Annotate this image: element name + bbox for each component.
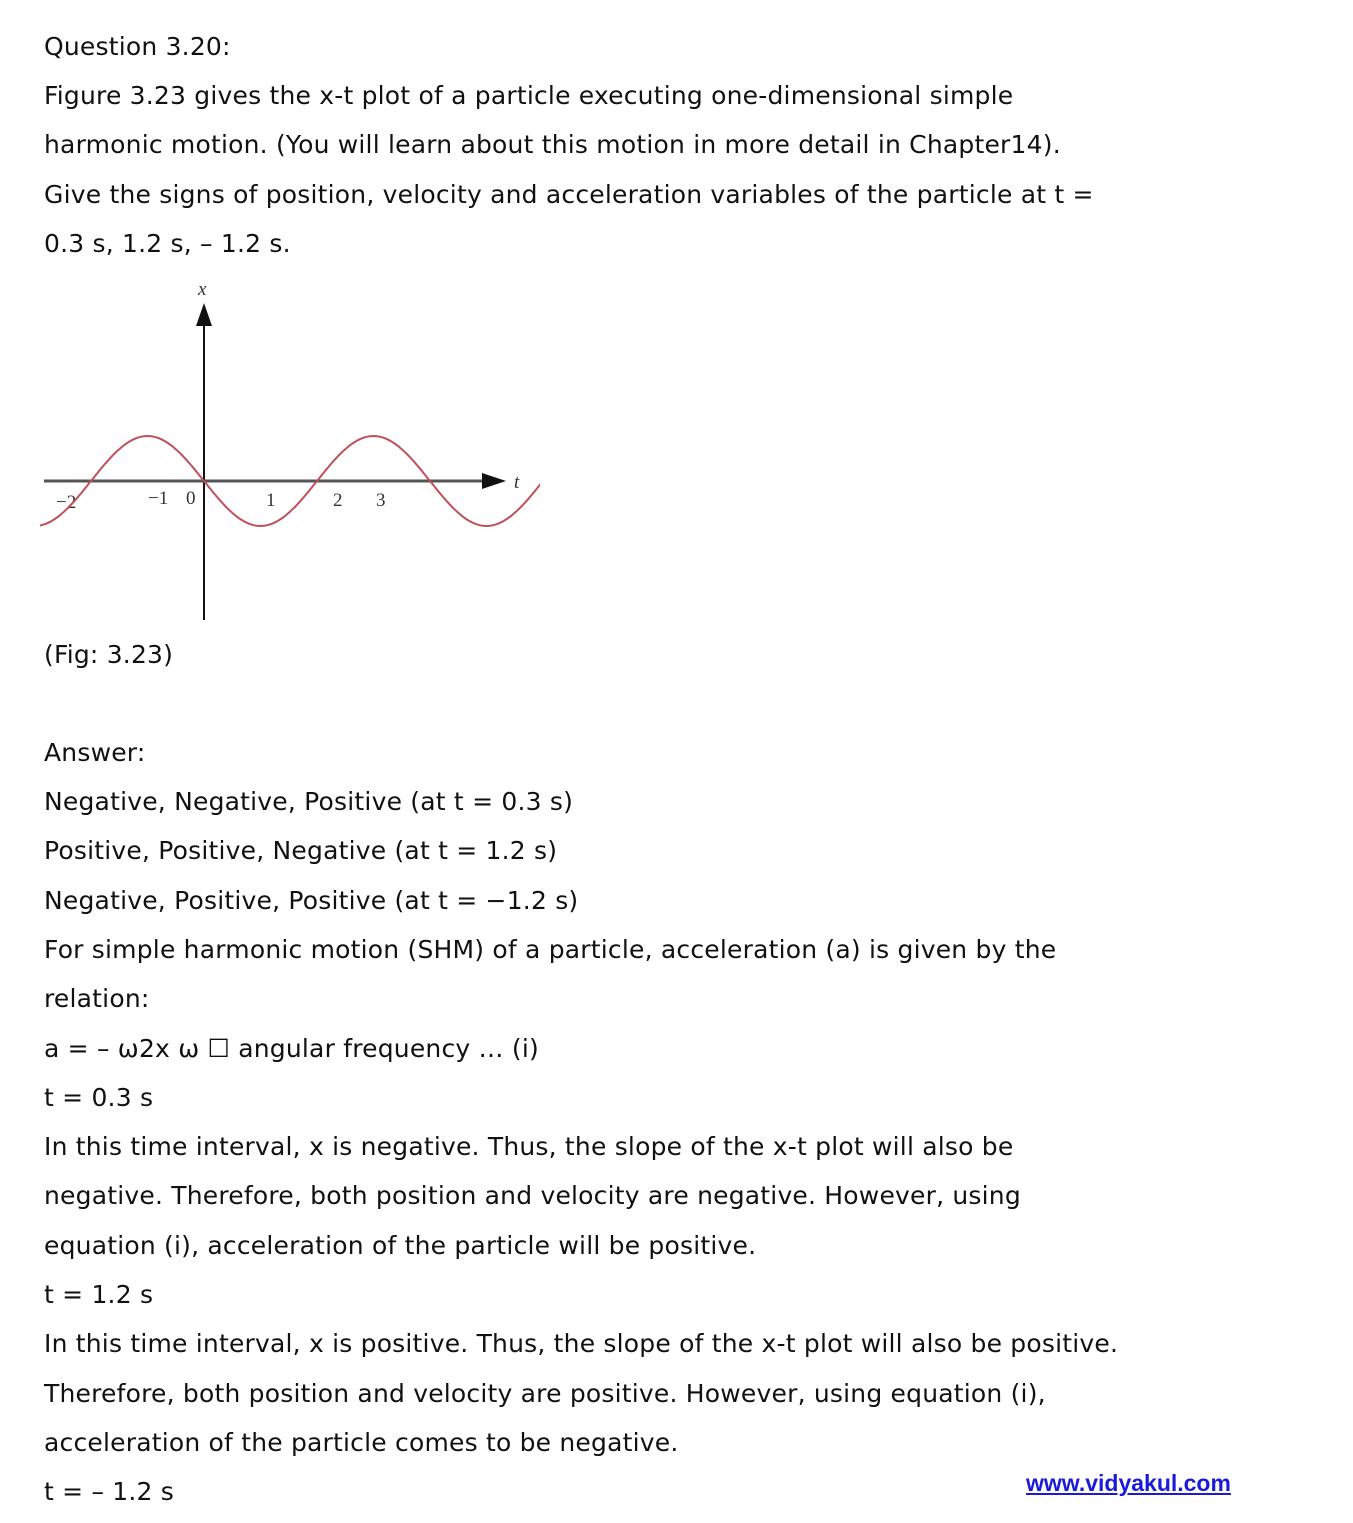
answer-line: t = – 1.2 s [44,1477,175,1506]
x-axis-arrow-icon [196,303,212,326]
tick-label: 1 [266,490,276,511]
question-line: Give the signs of position, velocity and acceleration variables of the particle at t = [44,180,1094,209]
answer-line: For simple harmonic motion (SHM) of a particle, acceleration (a) is given by the [44,935,1057,964]
tick-label: −2 [56,492,77,513]
tick-label: 3 [376,490,386,511]
tick-label: 2 [333,490,343,511]
answer-line: Therefore, both position and velocity are positive. However, using equation (i), [44,1379,1046,1408]
answer-line: t = 1.2 s [44,1280,154,1309]
question-line: 0.3 s, 1.2 s, – 1.2 s. [44,229,291,258]
tick-label: −1 [148,488,169,509]
answer-line: relation: [44,984,150,1013]
answer-line: negative. Therefore, both position and velocity are negative. However, using [44,1181,1021,1210]
answer-heading: Answer: [44,738,146,767]
question-line: harmonic motion. (You will learn about this motion in more detail in Chapter14). [44,130,1061,159]
question-line: Figure 3.23 gives the x-t plot of a particle executing one-dimensional simple [44,81,1014,110]
answer-line: In this time interval, x is negative. Thus, the slope of the x-t plot will also be [44,1132,1014,1161]
vidyakul-link[interactable]: www.vidyakul.com [1026,1470,1231,1496]
xt-plot-figure [40,270,540,630]
figure-caption: (Fig: 3.23) [44,640,174,669]
answer-equation: a = – ω2x ω ☐ angular frequency … (i) [44,1034,539,1063]
answer-line: equation (i), acceleration of the particle will be positive. [44,1231,757,1260]
tick-label: 0 [186,488,196,509]
question-heading: Question 3.20: [44,32,231,61]
xt-plot [40,270,540,630]
answer-line: In this time interval, x is positive. Thus, the slope of the x-t plot will also be positive. [44,1329,1119,1358]
answer-line: Negative, Positive, Positive (at t = −1.2 s) [44,886,579,915]
answer-line: Positive, Positive, Negative (at t = 1.2 s) [44,836,558,865]
answer-line: acceleration of the particle comes to be negative. [44,1428,679,1457]
t-axis-label: t [514,472,520,493]
t-axis-arrow-icon [482,473,506,489]
answer-line: Negative, Negative, Positive (at t = 0.3 s) [44,787,574,816]
answer-line: t = 0.3 s [44,1083,154,1112]
x-axis-label: x [198,279,207,300]
